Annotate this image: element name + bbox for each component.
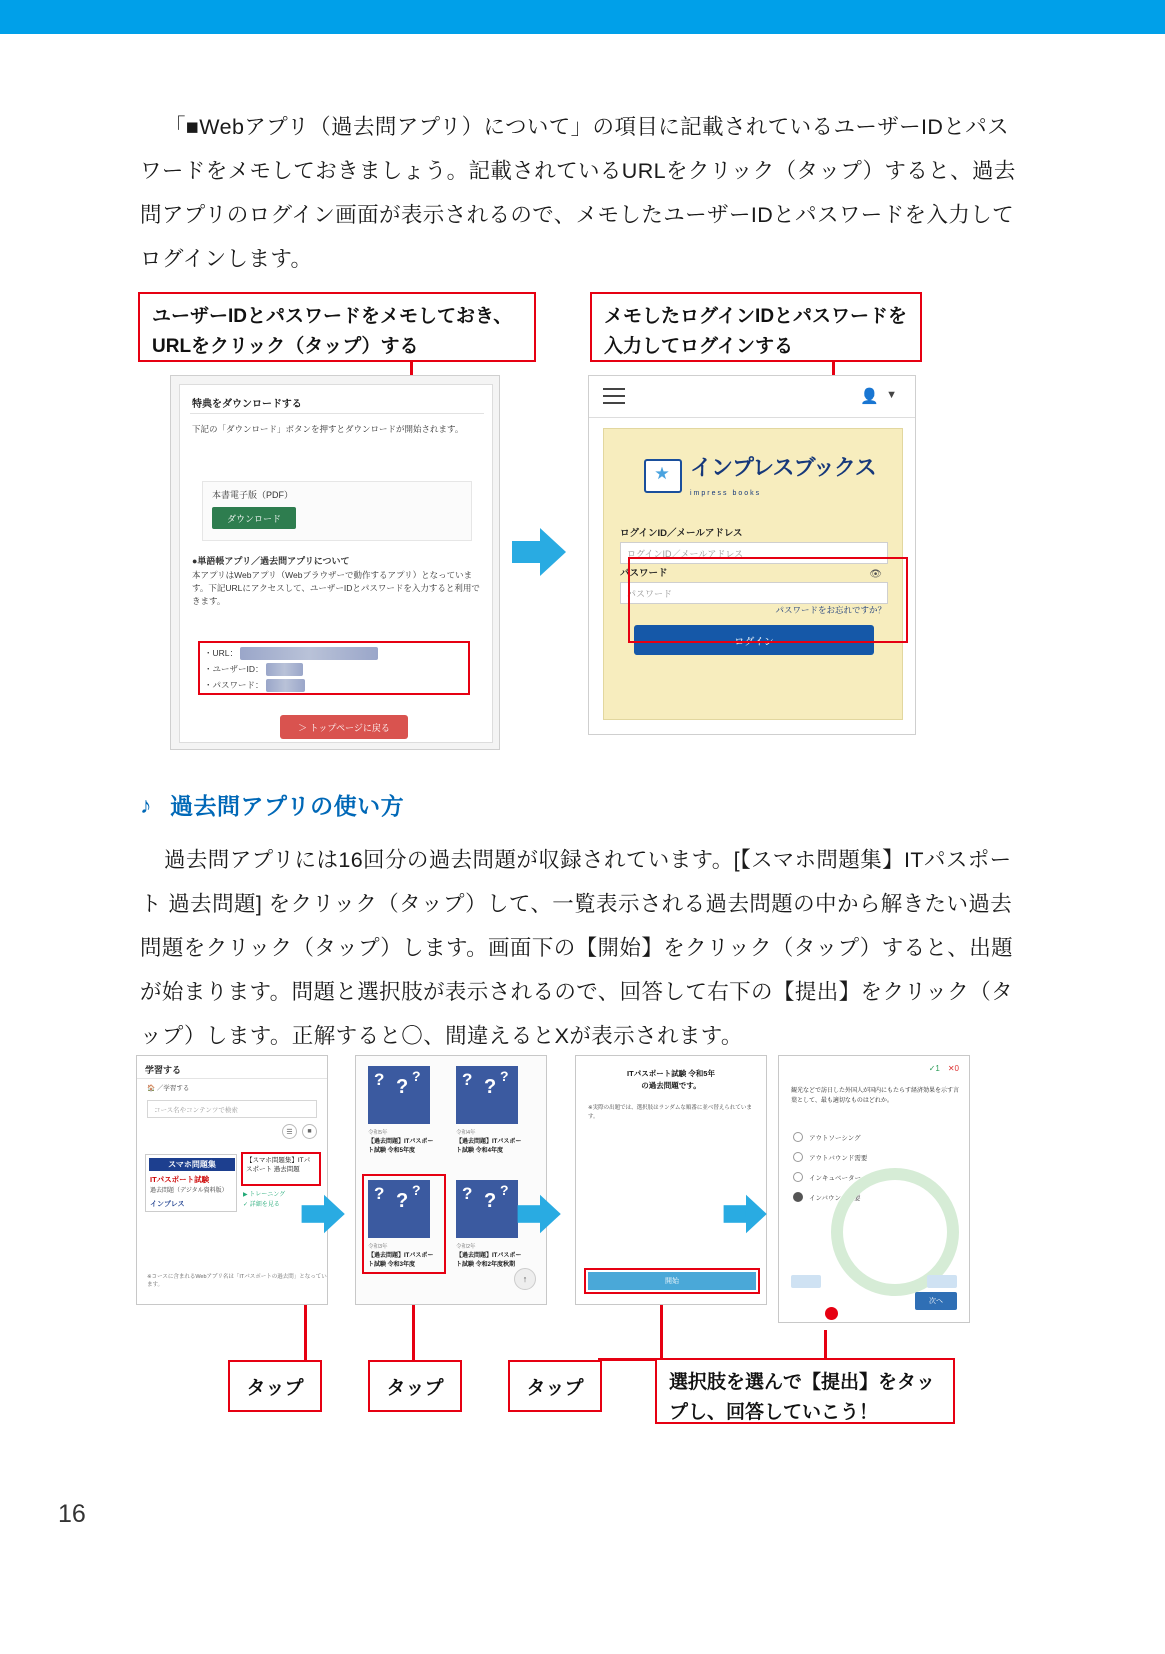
- step1-screenshot: [136, 1055, 328, 1305]
- top-color-bar: [0, 0, 1165, 34]
- step1-course-card[interactable]: [145, 1154, 237, 1212]
- pass-label: ・パスワード：: [204, 680, 264, 690]
- pdf-label: 本書電子版（PDF）: [212, 490, 294, 500]
- wrong-count: ✕0: [947, 1064, 959, 1073]
- callout-submit: 選択肢を選んで【提出】をタップし、回答していこう！: [655, 1358, 955, 1424]
- thumb2-year: 令和4年: [456, 1130, 476, 1136]
- step3-start-highlight: [584, 1268, 760, 1294]
- download-button[interactable]: ダウンロード: [212, 507, 296, 529]
- callout-left: ユーザーIDとパスワードをメモしておき、URLをクリック（タップ）する: [138, 292, 536, 362]
- step1-view-icons[interactable]: [282, 1124, 317, 1139]
- chevron-down-icon[interactable]: ▼: [886, 389, 897, 401]
- option-1[interactable]: アウトソーシング: [793, 1132, 861, 1142]
- login-topnav: [589, 376, 915, 418]
- impress-books-logo: [644, 451, 876, 500]
- step1-search-input[interactable]: コース名やコンテンツで検索: [147, 1100, 317, 1118]
- step1-meta-detail[interactable]: ✓ 詳細を見る: [243, 1202, 280, 1208]
- option-4[interactable]: インバウンド需要: [793, 1192, 861, 1202]
- url-value[interactable]: [240, 647, 377, 660]
- step1-meta-training: ▶ トレーニング: [243, 1192, 286, 1198]
- book-icon: [644, 459, 682, 493]
- option-3[interactable]: インキュベーター: [793, 1172, 861, 1182]
- brand-name: インプレスブックス: [690, 455, 876, 480]
- start-button[interactable]: 開始: [588, 1272, 756, 1290]
- thumbnail-3[interactable]: ? ? ?: [368, 1180, 430, 1238]
- option-2[interactable]: アウトバウンド需要: [793, 1152, 867, 1162]
- submit-button[interactable]: [927, 1275, 957, 1288]
- step3-screenshot: [575, 1055, 767, 1305]
- step3-note: ※実際の出題では、選択肢はランダムな順番に並べ替えられています。: [588, 1105, 752, 1120]
- thumb3-caption[interactable]: 【過去問題】ITパスポート試験 令和3年度: [368, 1253, 434, 1268]
- login-id-label: ログインID／メールアドレス: [620, 528, 743, 539]
- step3-title: [576, 1068, 766, 1092]
- step1-course-link[interactable]: 【スマホ問題集】ITパスポート 過去問題: [241, 1152, 321, 1186]
- step2-screenshot: [355, 1055, 547, 1305]
- download-page-title: 特典をダウンロードする: [192, 399, 302, 410]
- thumb2-caption[interactable]: 【過去問題】ITパスポート試験 令和4年度: [456, 1139, 522, 1154]
- thumb4-year: 令和2年: [456, 1244, 476, 1250]
- step1-title: 学習する: [145, 1065, 182, 1075]
- step2-selected-highlight: [362, 1174, 446, 1274]
- flow-arrow-4: [724, 1195, 769, 1233]
- thumbnail-2[interactable]: ? ? ?: [456, 1066, 518, 1124]
- pointer-dot: [825, 1307, 838, 1320]
- url-label: ・URL：: [204, 648, 239, 658]
- login-fields-highlight: [628, 557, 908, 643]
- account-icon[interactable]: 👤: [860, 388, 879, 405]
- question-text: 観光などで訪日した外国人が国内にもたらす経済効果を示す言葉として、最も適切なものはどれか。: [791, 1088, 960, 1104]
- pass-value: [266, 679, 305, 692]
- section-heading: ♪ 過去問アプリの使い方: [140, 791, 405, 819]
- login-card: [603, 428, 903, 720]
- flow-arrow-2: [302, 1195, 347, 1233]
- step1-card-brand: インプレス: [150, 1201, 185, 1208]
- paragraph-intro-text: 「■Webアプリ（過去問アプリ）について」の項目に記載されているユーザーIDとパスワードをメモしておきましょう。記載されているURLをクリック（タップ）すると、過去問アプリのログイン画面が表示されるので、メモしたユーザーIDとパスワードを入力してログインします。: [140, 115, 1016, 271]
- tap-label-3: タップ: [508, 1360, 602, 1412]
- thumbnail-4[interactable]: ? ? ?: [456, 1180, 518, 1238]
- step1-card-title: スマホ問題集: [149, 1158, 235, 1171]
- tap-connector-2: [412, 1305, 415, 1360]
- app-body: 本アプリはWebアプリ（Webブラウザーで動作するアプリ）となっています。下記URLにアクセスして、ユーザーIDとパスワードを入力すると利用できます。: [192, 570, 480, 606]
- grid-view-icon[interactable]: ■: [302, 1124, 317, 1139]
- flow-arrow-1: [512, 528, 568, 576]
- flow-arrow-3: [518, 1195, 563, 1233]
- tap-label-1: タップ: [228, 1360, 322, 1412]
- page-number: 16: [58, 1500, 86, 1528]
- tap-connector-3b: [598, 1358, 663, 1361]
- step1-meta: [243, 1190, 285, 1210]
- step3-title-line1: ITパスポート試験 令和5年: [627, 1069, 715, 1078]
- paragraph-usage-text: 過去問アプリには16回分の過去問題が収録されています。[【スマホ問題集】ITパスポート 過去問題] をクリック（タップ）して、一覧表示される過去問題の中から解きたい過去問題をクリック（タップ）します。画面下の【開始】をクリック（タップ）すると、出題が始まります。問題と選択肢が表示されるので、回答して右下の【提出】をクリック（タップ）します。正解すると〇、間違えるとXが表示されます。: [140, 848, 1013, 1048]
- tap-connector-1: [304, 1305, 307, 1360]
- list-view-icon[interactable]: ☰: [282, 1124, 297, 1139]
- login-page-screenshot: [588, 375, 916, 735]
- password-input[interactable]: パスワード: [620, 582, 888, 604]
- user-label: ・ユーザーID：: [204, 664, 264, 674]
- step3-title-line2: の過去問題です。: [641, 1081, 701, 1090]
- download-page-body: [179, 384, 493, 743]
- user-value: [266, 663, 303, 676]
- thumb1-year: 令和5年: [368, 1130, 388, 1136]
- eye-icon[interactable]: 👁: [869, 569, 882, 580]
- thumbnail-1[interactable]: ? ? ?: [368, 1066, 430, 1124]
- step4-screenshot: [778, 1055, 970, 1323]
- forgot-password-link[interactable]: パスワードをお忘れですか？: [775, 605, 886, 615]
- brand-sub: impress books: [690, 490, 762, 497]
- download-page-screenshot: [170, 375, 500, 750]
- score-display: [929, 1064, 959, 1073]
- tap-connector-4: [824, 1330, 827, 1360]
- thumb4-caption[interactable]: 【過去問題】ITパスポート試験 令和2年度秋期: [456, 1253, 522, 1268]
- step1-footnote: ※コースに含まれるWebアプリ名は「ITパスポートの過去問」となっています。: [147, 1274, 327, 1288]
- password-label: パスワード: [620, 568, 668, 579]
- callout-right: メモしたログインIDとパスワードを入力してログインする: [590, 292, 922, 362]
- step1-breadcrumb: 🏠 ／学習する: [147, 1085, 190, 1092]
- hamburger-menu-icon[interactable]: [603, 388, 625, 404]
- thumb3-year: 令和3年: [368, 1244, 388, 1250]
- scroll-top-icon[interactable]: ↑: [514, 1268, 536, 1290]
- step1-card-sub: ITパスポート試験: [150, 1175, 210, 1184]
- tap-label-2: タップ: [368, 1360, 462, 1412]
- paragraph-intro: [140, 105, 1025, 281]
- correct-count: ✓1: [928, 1064, 940, 1073]
- login-id-input[interactable]: ログインID／メールアドレス: [620, 542, 888, 564]
- tap-connector-3a: [660, 1305, 663, 1360]
- paragraph-usage: [140, 838, 1025, 1058]
- next-button[interactable]: 次へ: [915, 1292, 957, 1310]
- app-heading: ●単語帳アプリ／過去問アプリについて: [192, 556, 350, 566]
- note-icon: ♪: [140, 791, 152, 818]
- download-page-lead: 下記の「ダウンロード」ボタンを押すとダウンロードが開始されます。: [192, 424, 464, 434]
- prev-button[interactable]: [791, 1275, 821, 1288]
- back-to-top-button[interactable]: ＞ トップページに戻る: [280, 715, 408, 739]
- step1-card-text: 過去問題（デジタル資料版）: [150, 1188, 228, 1194]
- login-button[interactable]: ログイン: [634, 625, 874, 655]
- thumb1-caption[interactable]: 【過去問題】ITパスポート試験 令和5年度: [368, 1139, 434, 1154]
